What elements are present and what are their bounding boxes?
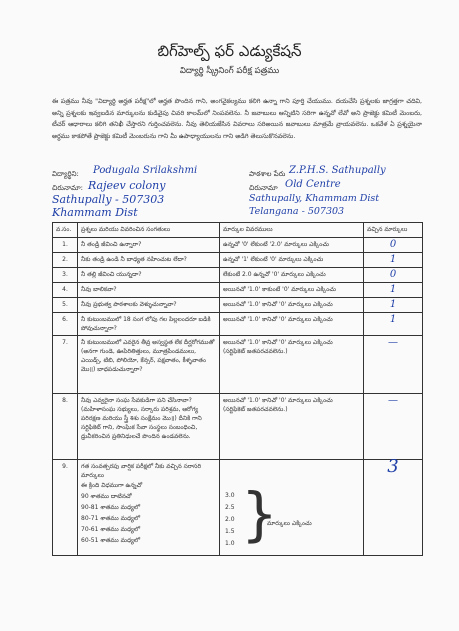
- header-marking: మార్కుల వివరములు: [220, 223, 364, 238]
- table-row: [53, 394, 423, 460]
- grade-range: 70-61 శాతము మధ్యలో: [81, 526, 141, 533]
- row-question: నీ తండ్రి జీవించి ఉన్నారా?: [78, 238, 220, 253]
- table-row: [53, 253, 423, 268]
- row-answer: [364, 253, 423, 268]
- row-question: నీ కుటుంబములో 18 సంగ లోపు గల పిల్లలందరూ బడికి పోవుచున్నారా?: [78, 313, 220, 336]
- answer-mark: 0: [389, 239, 397, 250]
- row-marking: అయినచో '1.0' కాకుంటే '0' మార్కులు ఎక్కించు: [220, 283, 364, 298]
- row-serial: 6.: [53, 313, 78, 336]
- row-answer: [364, 456, 423, 556]
- row-answer: [364, 283, 423, 298]
- row-marking: అయినచో '1.0' కానిచో '0' మార్కులు ఎక్కించు: [220, 298, 364, 313]
- school-address-line3: Telangana - 507303: [249, 206, 345, 217]
- table-row: [53, 268, 423, 283]
- grade-range: 90 శాతము దాటినచో: [81, 493, 132, 500]
- school-address-line2: Sathupally, Khammam Dist: [249, 193, 380, 204]
- row-question: నీ కుటుంబములో ఎవరైన తీవ్ర అస్వస్థత లేక దీర్ఘరోగముతో (అనగా గుండె, ఊపిరితిత్తులు, మూత్రపిండములు, ఎయిడ్స్, టిబి, పోలియో, కేన్సర్, పక్షవాతం, కీళ్ళవాతం మొ॥) బాధపడుచున్నారా?: [78, 336, 220, 394]
- marking-text: అయినచో '1.0' కానిచో '0' మార్కులు ఎక్కించు: [223, 397, 333, 404]
- row-question: నీవు ఎవ్వరైనా సంఘ సేవకుడిగా పని చేసినావా? (మహిళాసంఘ సభ్యులు, సర్కారు పరిశ్రమ, ఆరోగ్య పరిరక్షణ మరియు స్త్రీ శిశు సంక్షేమం మొ॥) దీనికి గాని సర్టిఫికెట్ గాని, సాంఘిక సేవా సంస్థలు సంబంధించి, ధ్రువీకరించిన ప్రతినిధులచే పొందిన ఉండవలెను.: [78, 394, 220, 460]
- school-address-label: చిరునామా: [249, 184, 278, 192]
- table-row: [53, 460, 423, 556]
- header-question: ప్రశ్నలు మరియు వివరించిన సంగతులు: [78, 223, 220, 238]
- student-address-line3: Khammam Dist: [52, 206, 138, 219]
- table-row: [53, 298, 423, 313]
- score-value: 2.5: [225, 504, 235, 511]
- school-address-line1: Old Centre: [285, 179, 341, 190]
- row-marking: [220, 460, 364, 556]
- school-name-value: Z.P.H.S. Sathupally: [289, 165, 386, 176]
- row-serial: 3.: [53, 268, 78, 283]
- row-marking: ఉన్నచో '0' లేకుంటే '2.0' మార్కులు ఎక్కించు: [220, 238, 364, 253]
- marking-text: మార్కులు ఎక్కించు: [267, 520, 312, 527]
- student-address-line1: Rajeev colony: [88, 179, 166, 192]
- row-marking: [220, 394, 364, 460]
- row-question: [78, 460, 220, 556]
- header-marks-obtained: వచ్చిన మార్కులు: [364, 223, 423, 238]
- student-name-label: విద్యార్థిని:: [52, 170, 79, 178]
- instructions-paragraph: ఈ పత్రము నీవు "విద్యార్థి అర్హత పరీక్ష"లో అర్హత పొందిన గాని, అంగవైకల్యము కలిగి ఉన్నా గాని పూర్తి చేయుము. దయచేసి ప్రశ్నలకు జాగ్రత్తగా చదివి, అన్ని ప్రశ్నలకు ఇవ్వబడిన మార్కులను కుడివైపు చివరి కాలమ్‌లో నింపవలెను. నీ జవాబులు ఆన్నిటిని సరిగా ఉన్నవో లేవో అని ప్రాజెక్టు కమిటీ మెంబరు, టీచర్ ఆధారాలు కలిగి తనిఖీ చేస్తారని గుర్తించవలెను. నీవు తెలియజేసిన వివరాలు సరిఅయిన జవాబులు మాత్రమే వ్రాయవలెను. ఒకవేళ ఏ ప్రశ్నయైనా అర్థము కాకపోతే ప్రాజెక్టు కమిటీ మెంబరును గాని మీ ఉపాధ్యాయులను గాని అడిగి తెలుసుకొనవలెను.: [52, 98, 422, 140]
- screening-table: [52, 222, 423, 556]
- row-answer: [364, 313, 423, 336]
- row-question: నీవు బాలికవా?: [78, 283, 220, 298]
- row-serial: 2.: [53, 253, 78, 268]
- page-subtitle: విద్యార్థి స్క్రీనింగ్ పరీక్ష పత్రము: [179, 66, 280, 76]
- answer-mark: 1: [389, 299, 397, 310]
- score-value: 1.5: [225, 528, 235, 535]
- school-name-label: పాఠశాల పేరు: [249, 170, 286, 178]
- row-marking: లేకుంటే 2.0 ఉన్నచో '0' మార్కులు ఎక్కించు: [220, 268, 364, 283]
- row-question: నీ తల్లి జీవించి యున్నదా?: [78, 268, 220, 283]
- score-value: 2.0: [225, 516, 235, 523]
- row-answer: [364, 298, 423, 313]
- table-row: [53, 313, 423, 336]
- marking-note: (సర్టిఫికెట్ జతపరచవలెను.): [223, 406, 288, 413]
- table-header-row: [53, 223, 423, 238]
- table-row: [53, 283, 423, 298]
- student-address-label: చిరునామా:: [52, 184, 84, 192]
- answer-mark: 0: [389, 269, 397, 280]
- header-serial: వ.సం.: [53, 223, 78, 238]
- score-value: 3.0: [225, 492, 235, 499]
- table-row: [53, 336, 423, 394]
- row-serial: 9.: [53, 460, 78, 556]
- row-marking: [220, 336, 364, 394]
- row-answer: [364, 268, 423, 283]
- answer-mark: 1: [389, 254, 397, 265]
- row-serial: 5.: [53, 298, 78, 313]
- answer-mark: 1: [389, 314, 397, 325]
- score-value: 1.0: [225, 540, 235, 547]
- row-question: నీవు ప్రభుత్వ పాఠశాలకు వెళ్ళుచున్నావా?: [78, 298, 220, 313]
- grade-range: 90-81 శాతము మధ్యలో: [81, 504, 141, 511]
- marking-note: (సర్టిఫికెట్ జతపరచవలెను.): [223, 348, 288, 355]
- answer-mark: 3: [387, 456, 399, 477]
- row-marking: అయినచో '1.0' కానిచో '0' మార్కులు ఎక్కించు: [220, 313, 364, 336]
- grade-range: 60-51 శాతము మధ్యలో: [81, 537, 141, 544]
- answer-mark: —: [388, 395, 398, 406]
- marking-text: అయినచో '1.0' కానిచో '0' మార్కులు ఎక్కించు: [223, 339, 333, 346]
- grade-range: 80-71 శాతము మధ్యలో: [81, 515, 141, 522]
- table-row: [53, 238, 423, 253]
- row-serial: 4.: [53, 283, 78, 298]
- answer-mark: 1: [389, 284, 397, 295]
- answer-mark: —: [388, 337, 398, 348]
- right-brace-icon: }: [241, 480, 278, 548]
- row-answer: [364, 394, 423, 460]
- row-answer: [364, 238, 423, 253]
- row-serial: 8.: [53, 394, 78, 460]
- grade-ranges: [81, 480, 216, 546]
- student-name-value: Podugala Srilakshmi: [93, 165, 198, 176]
- grade-range: ఈ క్రింది విధముగా ఉన్నచో: [81, 482, 143, 489]
- student-address-line2: Sathupally - 507303: [52, 193, 165, 206]
- row-answer: [364, 336, 423, 394]
- row-question: నీకు తండ్రి ఉండి నీ బాధ్యత నహించుట లేదా?: [78, 253, 220, 268]
- row-marking: ఉన్నచో '1' లేకుంటే '0' మార్కులు ఎక్కించు: [220, 253, 364, 268]
- row-serial: 1.: [53, 238, 78, 253]
- score-scale: [225, 490, 235, 550]
- question-text: గత సంవత్సరపు వార్షిక పరీక్షలో నీకు వచ్చిన సరాసరి మార్కులు: [81, 463, 202, 479]
- row-serial: 7.: [53, 336, 78, 394]
- page-title: బిగ్‌హెల్ప్ ఫర్ ఎడ్యుకేషన్: [157, 42, 302, 60]
